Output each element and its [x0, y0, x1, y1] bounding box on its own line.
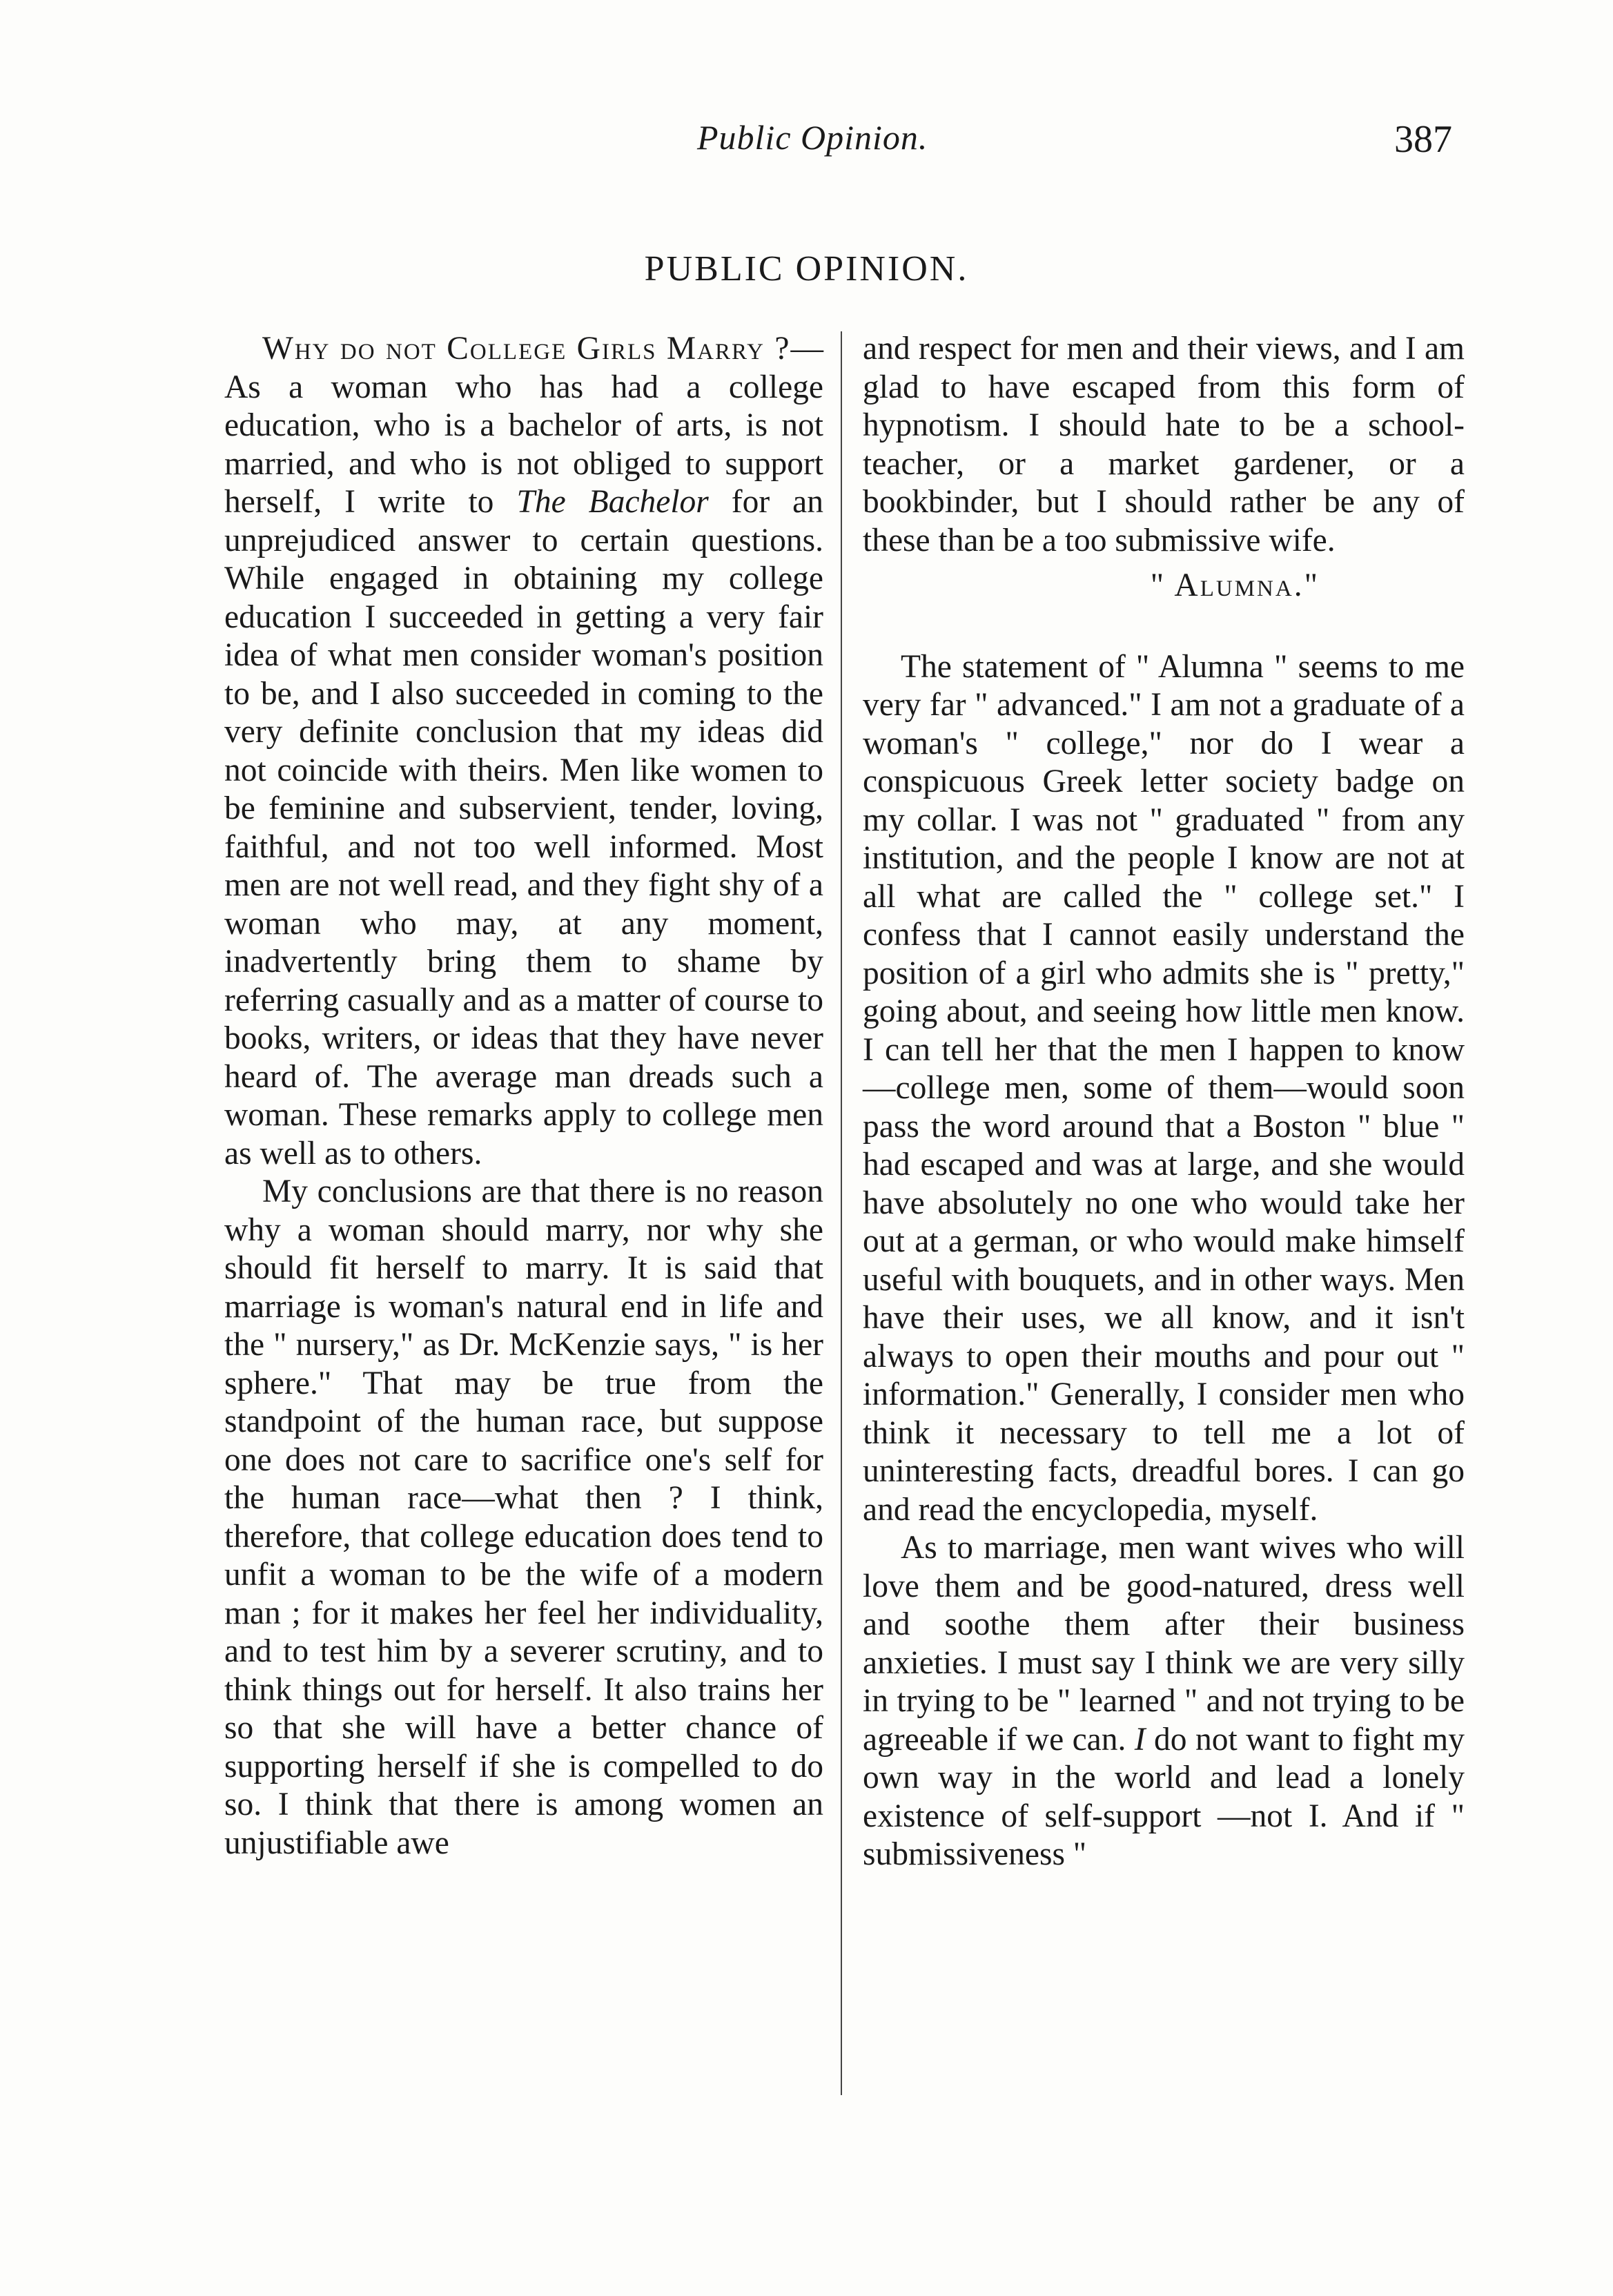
left-paragraph-1-text-a: —As a woman who has had a college education, who is a bachelor of arts, is not married, and who is not obliged to support herself, I write to [224, 331, 823, 520]
page-number: 387 [1394, 118, 1452, 161]
italic-pronoun: I [1134, 1721, 1146, 1758]
left-paragraph-1-text-b: for an unprejudiced answer to certain questions. While engaged in obtaining my college education I succeeded in getting a very fair idea of what men consider woman's position to be, and I also succeeded in coming to the very definite conclusion that my ideas did not coincide with theirs. Men like women to be feminine and subservient, tender, loving, faithful, and not too well informed. Most men are not well read, and they fight shy of a woman who may, at any moment, inadvertently bring them to shame by referring casually and as a matter of course to books, writers, or ideas that they have never heard of. The average man dreads such a woman. These remarks apply to college men as well as to others. [224, 484, 823, 1171]
signature-alumna: " Alumna." [1150, 567, 1320, 603]
right-paragraph-1: and respect for men and their views, and I am glad to have escaped from this form of hypnotism. I should hate to be a school-teacher, or a market gardener, or a bookbinder, but I should rather be any of these than be a too submissive wife. [863, 331, 1465, 558]
left-column [224, 330, 823, 1862]
right-paragraph-3-text-a: As to marriage, men want wives who will love them and be good-natured, dress well and soothe them after their business anxieties. I must say I think we are very silly in trying to be " learned " and not trying to be agreeable if we can. [863, 1530, 1465, 1758]
left-paragraph-1 [224, 330, 823, 1173]
journal-title: The Bachelor [516, 484, 709, 520]
section-title: PUBLIC OPINION. [644, 249, 969, 289]
article-heading: Why do not College Girls Marry ? [262, 331, 791, 367]
column-divider [841, 331, 842, 2095]
right-paragraph-2: The statement of " Alumna " seems to me very far " advanced." I am not a graduate of a woman's " college," nor do I wear a conspicuous Greek letter society badge on my collar. I was not " graduated " from any institution, and the people I know are not at all what are called the " college set." I confess that I cannot easily understand the position of a girl who admits she is " pretty," going about, and seeing how little men know. I can tell her that the men I happen to know—college men, some of them—would soon pass the word around that a Boston " blue " had escaped and was at large, and she would have absolutely no one who would take her out at a german, or who would make himself useful with bouquets, and in other ways. Men have their uses, we all know, and it isn't always to open their mouths and pour out " information." Generally, I consider men who think it necessary to tell me a lot of uninteresting facts, dreadful bores. I can go and read the encyclopedia, myself. [863, 648, 1465, 1528]
left-paragraph-2: My conclusions are that there is no reason why a woman should marry, nor why she should fit herself to marry. It is said that marriage is woman's natural end in life and the " nursery," as Dr. McKenzie says, " is her sphere." That may be true from the standpoint of the human race, but suppose one does not care to sacrifice one's self for the human race—what then ? I think, therefore, that college education does tend to unfit a woman to be the wife of a modern man ; for it makes her feel her individuality, and to test him by a severer scrutiny, and to think things out for herself. It also trains her so that she will have a better chance of supporting herself if she is compelled to do so. I think that there is among women an unjustifiable awe [224, 1174, 823, 1861]
paragraph-gap [863, 626, 1465, 648]
right-paragraph-3 [863, 1529, 1465, 1874]
running-title: Public Opinion. [697, 118, 928, 157]
right-paragraph-3-text-b: do not want to fight my own way in the world and lead a lonely existence of self-support —not I. And if " submissiveness " [863, 1721, 1465, 1872]
right-column [863, 330, 1465, 1874]
